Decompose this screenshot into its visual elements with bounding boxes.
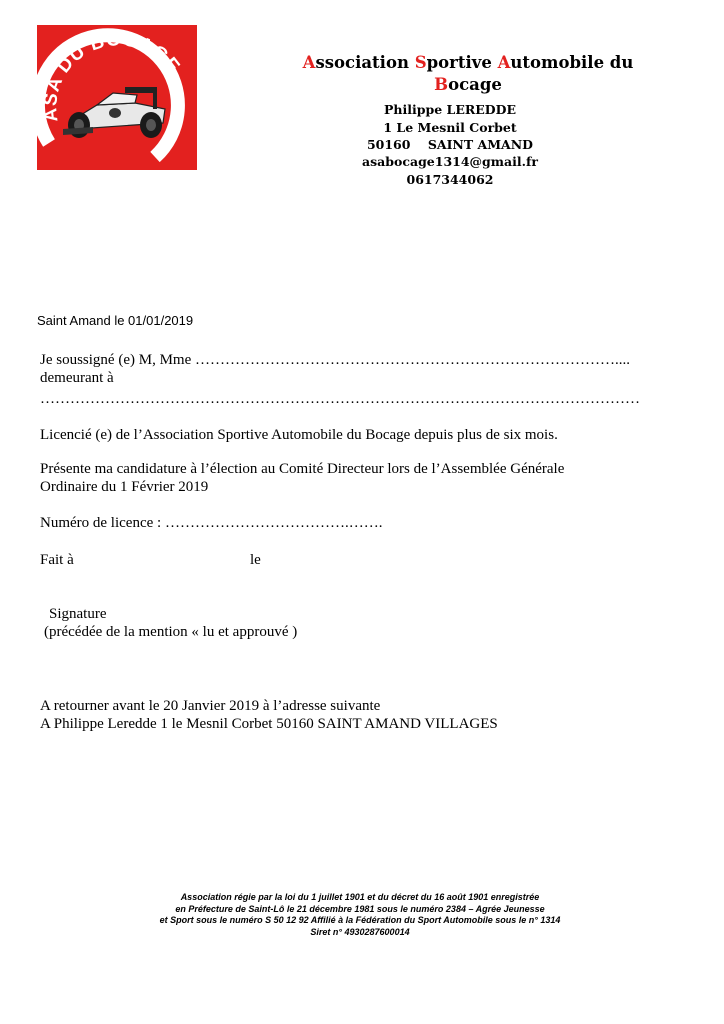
org-title-line-2 — [268, 74, 668, 96]
legal-footer — [60, 892, 660, 938]
line-soussigne: Je soussigné (e) M, Mme ………………………………………………………………………….... — [40, 352, 630, 368]
signature-mention: (précédée de la mention « lu et approuvé ) — [44, 624, 298, 640]
asa-du-bocage-logo — [37, 25, 197, 170]
return-instruction: A retourner avant le 20 Janvier 2019 à l’adresse suivante — [40, 698, 381, 714]
line-licencie: Licencié (e) de l’Association Sportive Automobile du Bocage depuis plus de six mois. — [40, 427, 558, 443]
footer-line-2: en Préfecture de Saint-Lô le 21 décembre 1981 sous le numéro 2384 – Agrée Jeunesse — [175, 903, 545, 914]
label-fait-a: Fait à — [40, 552, 74, 568]
footer-line-3: et Sport sous le numéro S 50 12 92 Affilié à la Fédération du Sport Automobile sous le n° 1314 — [159, 915, 561, 925]
contact-address-line-2: 50160 SAINT AMAND — [366, 137, 534, 152]
contact-email-link[interactable]: asabocage1314@gmail.fr — [362, 154, 538, 169]
title-word: utomobile du — [510, 53, 634, 72]
title-word: ssociation — [315, 53, 415, 72]
letter-date: Saint Amand le 01/01/2019 — [37, 313, 194, 328]
title-initial: A — [497, 53, 511, 72]
label-le: le — [250, 552, 261, 568]
return-address: A Philippe Leredde 1 le Mesnil Corbet 50160 SAINT AMAND VILLAGES — [40, 716, 498, 732]
line-demeurant: demeurant à — [40, 370, 114, 386]
title-word: portive — [426, 53, 498, 72]
title-initial: S — [414, 53, 427, 72]
label-signature: Signature — [49, 606, 107, 622]
footer-line-4: Siret n° 4930287600014 — [310, 926, 410, 937]
title-initial: B — [434, 75, 449, 94]
contact-phone: 0617344062 — [406, 172, 494, 187]
title-initial: A — [302, 53, 316, 72]
contact-name: Philippe LEREDDE — [384, 102, 516, 117]
logo-text: ASA DU BOCAGE — [40, 28, 185, 123]
org-title-line-1 — [268, 52, 668, 74]
line-candidature-2: Ordinaire du 1 Février 2019 — [40, 479, 209, 495]
line-licence-number: Numéro de licence : ……………………………….……. — [40, 515, 383, 531]
title-word: ocage — [448, 75, 502, 94]
organisation-title — [268, 52, 668, 96]
line-candidature-1: Présente ma candidature à l’élection au Comité Directeur lors de l’Assemblée Générale — [40, 461, 565, 477]
footer-line-1: Association régie par la loi du 1 juillet 1901 et du décret du 16 août 1901 enregistrée — [180, 892, 540, 902]
contact-address-line-1: 1 Le Mesnil Corbet — [383, 120, 517, 135]
line-address-dots: ………………………………………………………………………………………………………… — [40, 391, 640, 407]
